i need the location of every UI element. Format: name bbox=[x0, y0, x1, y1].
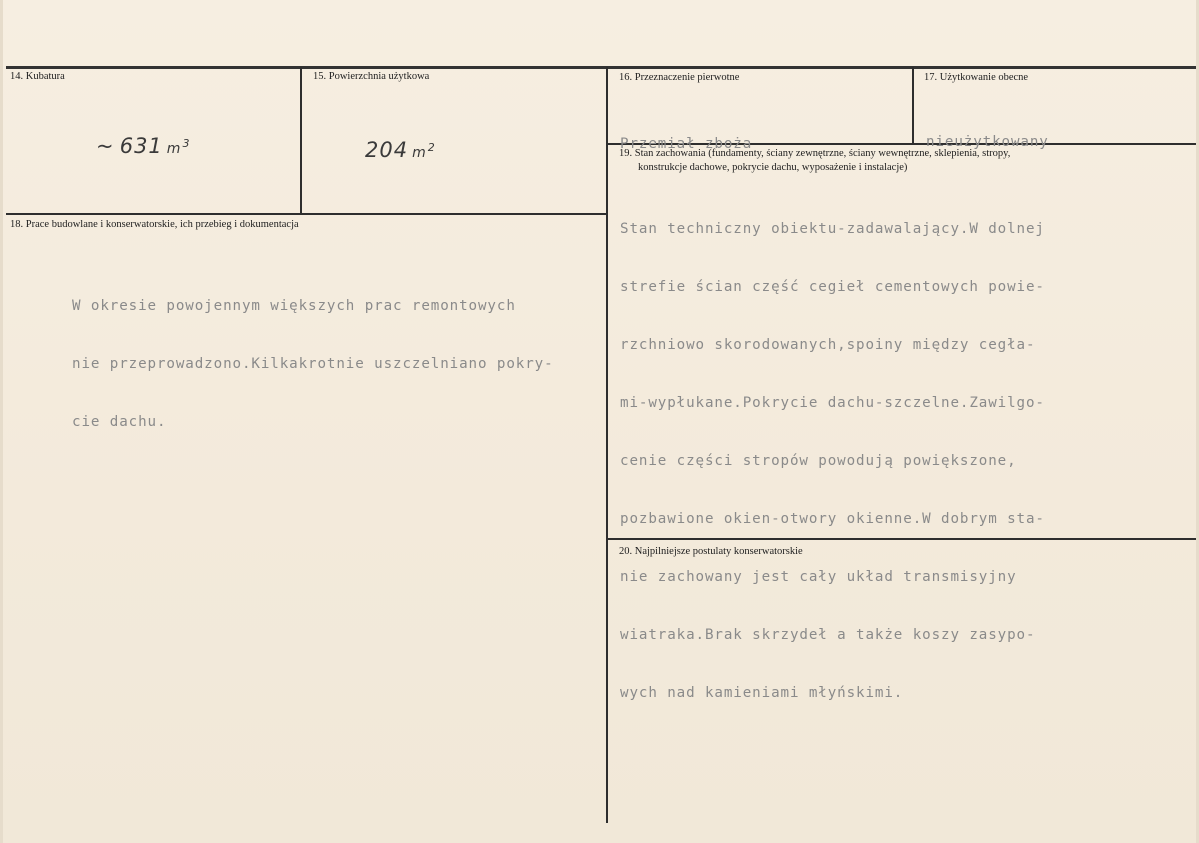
field-19-line: wych nad kamieniami młyńskimi. bbox=[620, 685, 904, 701]
divider-16-17 bbox=[912, 67, 914, 143]
field-16-label: 16. Przeznaczenie pierwotne bbox=[619, 72, 740, 83]
field-19-line: pozbawione okien-otwory okienne.W dobrym sta- bbox=[620, 511, 1045, 527]
field-19-text bbox=[620, 184, 1045, 722]
field-14-unit-exponent: 3 bbox=[182, 136, 190, 150]
field-14-number: 631 bbox=[119, 134, 163, 158]
field-18-line: W okresie powojennym większych prac remontowych bbox=[72, 298, 516, 314]
field-19-line: nie zachowany jest cały układ transmisyjny bbox=[620, 569, 1017, 585]
field-20-label: 20. Najpilniejsze postulaty konserwatorskie bbox=[619, 546, 803, 557]
field-14-label: 14. Kubatura bbox=[10, 71, 65, 82]
field-14-value bbox=[96, 134, 189, 158]
divider-center bbox=[606, 67, 608, 823]
divider-row-14-18 bbox=[6, 213, 607, 215]
field-19-line: wiatraka.Brak skrzydeł a także koszy zasypo- bbox=[620, 627, 1036, 643]
field-17-label: 17. Użytkowanie obecne bbox=[924, 72, 1029, 83]
field-19-line: Stan techniczny obiektu-zadawalający.W dolnej bbox=[620, 221, 1045, 237]
field-15-label: 15. Powierzchnia użytkowa bbox=[313, 71, 430, 82]
field-19-line: mi-wypłukane.Pokrycie dachu-szczelne.Zawilgo- bbox=[620, 395, 1045, 411]
field-18-label: 18. Prace budowlane i konserwatorskie, ich przebieg i dokumentacja bbox=[10, 219, 299, 230]
paper-edge-left bbox=[0, 0, 3, 843]
field-19-label-line1: 19. Stan zachowania (fundamenty, ściany zewnętrzne, ściany wewnętrzne, sklepienia, stropy, bbox=[619, 148, 1011, 159]
field-18-line: cie dachu. bbox=[72, 414, 167, 430]
field-15-value bbox=[365, 138, 435, 162]
field-18-line: nie przeprowadzono.Kilkakrotnie uszczelniano pokry- bbox=[72, 356, 554, 372]
field-19-line: cenie części stropów powodują powiększone, bbox=[620, 453, 1017, 469]
field-15-number: 204 bbox=[365, 138, 409, 162]
field-18-text bbox=[72, 261, 554, 451]
field-19-label-line2: konstrukcje dachowe, pokrycie dachu, wyposażenie i instalacje) bbox=[638, 162, 908, 173]
field-16-text: Przemiał zboża bbox=[620, 136, 753, 152]
field-14-approx-sign: ~ bbox=[96, 134, 115, 158]
field-17-text: nieużytkowany bbox=[926, 134, 1049, 150]
field-19-line: rzchniowo skorodowanych,spoiny między cegła- bbox=[620, 337, 1036, 353]
field-14-unit: m bbox=[166, 141, 181, 157]
field-15-unit-exponent: 2 bbox=[427, 140, 435, 154]
form-top-border bbox=[6, 66, 1196, 69]
field-15-unit: m bbox=[412, 145, 426, 161]
divider-14-15 bbox=[300, 67, 302, 213]
field-19-line: strefie ścian część cegieł cementowych powie- bbox=[620, 279, 1045, 295]
